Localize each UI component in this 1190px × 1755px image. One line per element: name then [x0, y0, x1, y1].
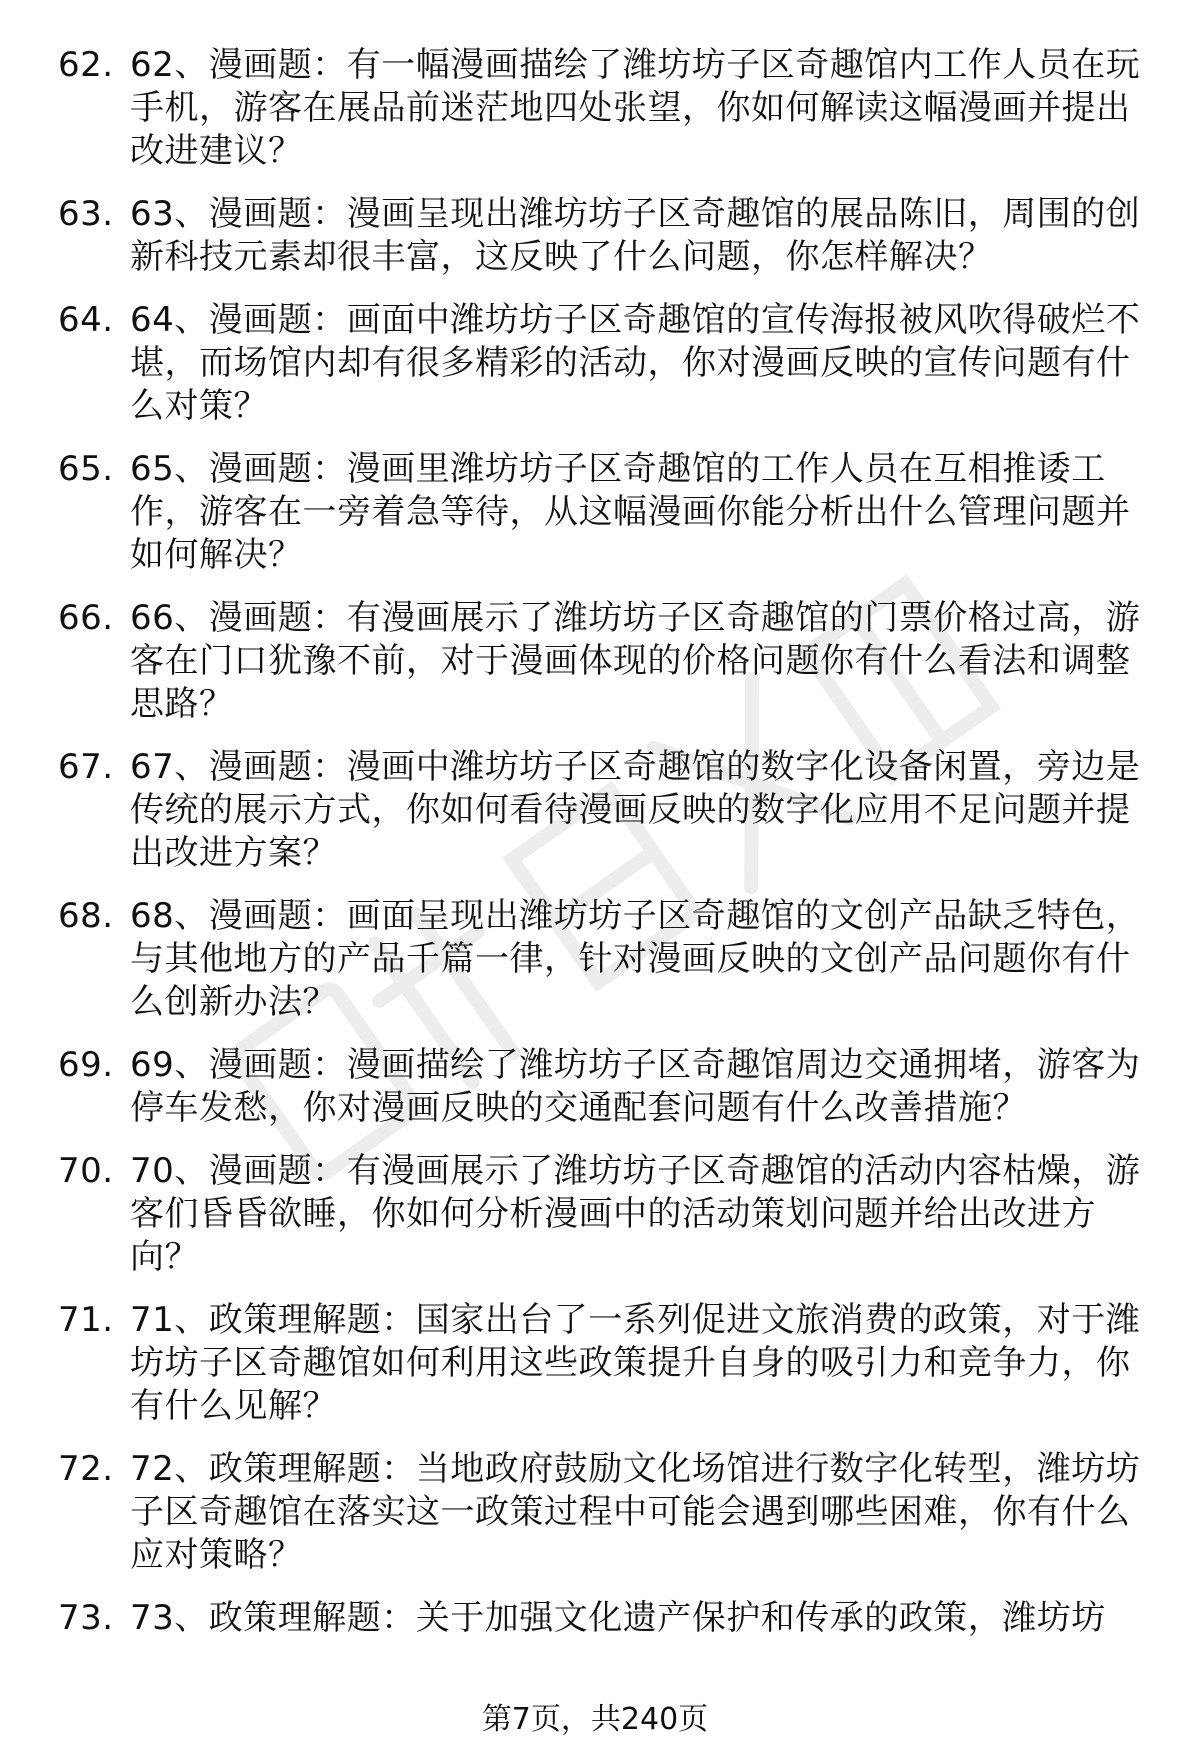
question-item — [58, 1448, 1158, 1577]
question-number: 73. — [58, 1598, 114, 1638]
question-item — [58, 746, 1158, 875]
question-text: 64、漫画题：画面中潍坊坊子区奇趣馆的宣传海报被风吹得破烂不堪，而场馆内却有很多精彩的活动，你对漫画反映的宣传问题有什么对策？ — [130, 300, 1141, 426]
question-number: 64. — [58, 300, 114, 340]
question-item — [58, 1299, 1158, 1428]
question-text: 65、漫画题：漫画里潍坊坊子区奇趣馆的工作人员在互相推诿工作，游客在一旁着急等待，从这幅漫画你能分析出什么管理问题并如何解决？ — [130, 449, 1131, 575]
question-number: 67. — [58, 747, 114, 787]
question-text: 70、漫画题：有漫画展示了潍坊坊子区奇趣馆的活动内容枯燥，游客们昏昏欲睡，你如何分析漫画中的活动策划问题并给出改进方向？ — [130, 1151, 1141, 1277]
question-number: 69. — [58, 1045, 114, 1085]
question-text: 73、政策理解题：关于加强文化遗产保护和传承的政策，潍坊坊 — [130, 1598, 1106, 1638]
question-number: 66. — [58, 598, 114, 638]
question-text: 62、漫画题：有一幅漫画描绘了潍坊坊子区奇趣馆内工作人员在玩手机，游客在展品前迷茫地四处张望，你如何解读这幅漫画并提出改进建议？ — [130, 45, 1141, 171]
question-text: 63、漫画题：漫画呈现出潍坊坊子区奇趣馆的展品陈旧，周围的创新科技元素却很丰富，这反映了什么问题，你怎样解决？ — [130, 194, 1141, 277]
question-item — [58, 895, 1158, 1024]
question-text: 71、政策理解题：国家出台了一系列促进文旅消费的政策，对于潍坊坊子区奇趣馆如何利用这些政策提升自身的吸引力和竞争力，你有什么见解？ — [130, 1300, 1141, 1426]
question-number: 72. — [58, 1449, 114, 1489]
question-number: 70. — [58, 1151, 114, 1191]
question-item — [58, 193, 1158, 279]
question-item — [58, 1597, 1158, 1640]
question-item — [58, 44, 1158, 173]
question-number: 65. — [58, 449, 114, 489]
question-text: 67、漫画题：漫画中潍坊坊子区奇趣馆的数字化设备闲置，旁边是传统的展示方式，你如何看待漫画反映的数字化应用不足问题并提出改进方案？ — [130, 747, 1141, 873]
question-number: 71. — [58, 1300, 114, 1340]
question-item — [58, 1150, 1158, 1279]
question-item — [58, 299, 1158, 428]
question-text: 68、漫画题：画面呈现出潍坊坊子区奇趣馆的文创产品缺乏特色，与其他地方的产品千篇一律，针对漫画反映的文创产品问题你有什么创新办法？ — [130, 896, 1141, 1022]
page-footer: 第7页，共240页 — [481, 1702, 709, 1737]
question-number: 62. — [58, 45, 114, 85]
question-text: 72、政策理解题：当地政府鼓励文化场馆进行数字化转型，潍坊坊子区奇趣馆在落实这一政策过程中可能会遇到哪些困难，你有什么应对策略？ — [130, 1449, 1141, 1575]
question-item — [58, 597, 1158, 726]
question-item — [58, 448, 1158, 577]
question-number: 63. — [58, 194, 114, 234]
question-number: 68. — [58, 896, 114, 936]
question-text: 69、漫画题：漫画描绘了潍坊坊子区奇趣馆周边交通拥堵，游客为停车发愁，你对漫画反映的交通配套问题有什么改善措施？ — [130, 1045, 1141, 1128]
question-text: 66、漫画题：有漫画展示了潍坊坊子区奇趣馆的门票价格过高，游客在门口犹豫不前，对于漫画体现的价格问题你有什么看法和调整思路？ — [130, 598, 1141, 724]
question-item — [58, 1044, 1158, 1130]
question-list — [58, 44, 1158, 1660]
